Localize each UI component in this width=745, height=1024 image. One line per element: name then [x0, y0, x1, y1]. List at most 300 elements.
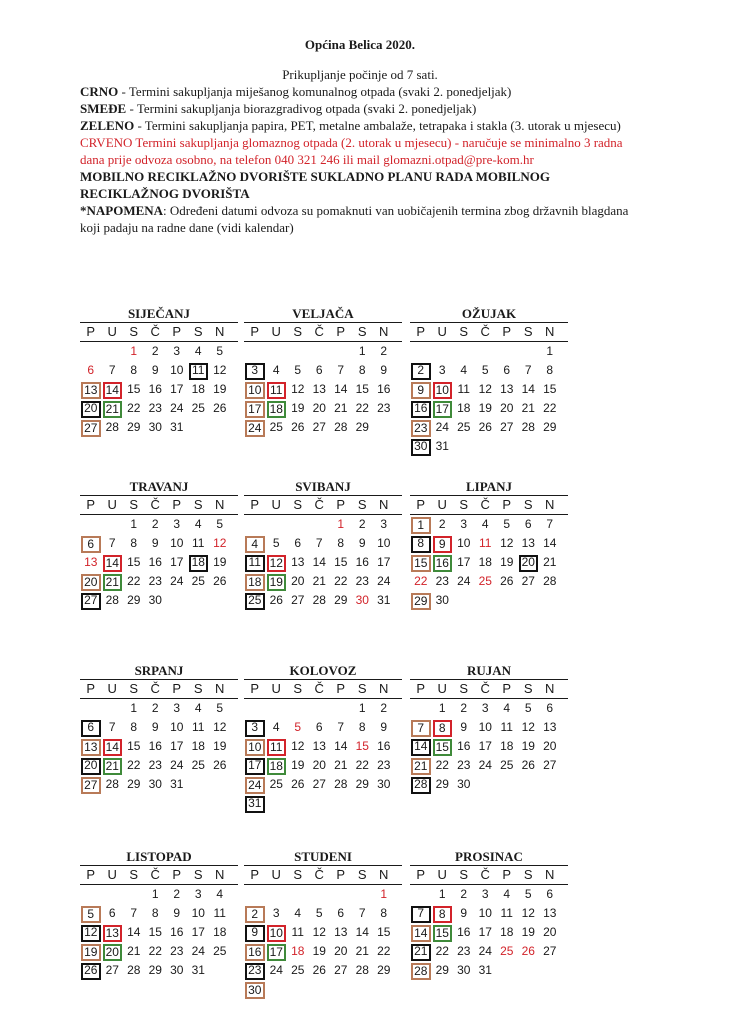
weekday-label: P: [86, 681, 96, 696]
day-cell: 25: [478, 574, 492, 588]
collection-day: 30: [411, 439, 431, 456]
weekday-label: P: [336, 681, 346, 696]
month-prosinac: [410, 848, 568, 981]
day-cell: 17: [191, 925, 205, 939]
day-cell: 22: [127, 574, 141, 588]
collection-day: 28: [411, 963, 431, 980]
day-cell: 24: [377, 574, 391, 588]
collection-day: 9: [411, 382, 431, 399]
day-cell: 7: [108, 536, 116, 550]
day-cell: 21: [355, 944, 369, 958]
weekday-label: S: [459, 681, 469, 696]
day-cell: 30: [355, 593, 369, 607]
weekday-label: Č: [480, 324, 490, 339]
weekday-label: S: [129, 867, 139, 882]
weekday-label: P: [86, 867, 96, 882]
month-name: LISTOPAD: [80, 848, 238, 866]
day-cell: 10: [170, 720, 184, 734]
weekday-label: Č: [480, 681, 490, 696]
day-cell: 6: [503, 363, 511, 377]
day-cell: 8: [337, 536, 345, 550]
legend-red-text: Termini sakupljanja glomaznog otpada (2. utorak u mjesecu) - naručuje se minimalno 3 radna dana prije odvoza osobno, na telefon 040 321 246 ili mail glomazni.otpad@pre-kom.hr: [80, 135, 623, 167]
day-cell: 19: [312, 944, 326, 958]
day-cell: 25: [500, 944, 514, 958]
day-cell: 7: [108, 720, 116, 734]
weekday-label: Č: [150, 324, 160, 339]
day-cell: 4: [503, 887, 511, 901]
day-cell: 13: [334, 925, 348, 939]
month-name: LIPANJ: [410, 478, 568, 496]
day-cell: 29: [435, 777, 449, 791]
collection-day: 17: [245, 758, 265, 775]
day-cell: 7: [130, 906, 138, 920]
day-cell: 26: [213, 574, 227, 588]
weekday-label: P: [416, 681, 426, 696]
weekday-label: N: [379, 867, 389, 882]
day-cell: 19: [213, 382, 227, 396]
month-name: SRPANJ: [80, 662, 238, 680]
day-cell: 5: [216, 701, 224, 715]
collection-day: 14: [103, 382, 123, 399]
weekday-label: P: [336, 867, 346, 882]
day-cell: 12: [291, 382, 305, 396]
collection-day: 18: [245, 574, 265, 591]
day-cell: 28: [105, 777, 119, 791]
day-cell: 30: [170, 963, 184, 977]
month-name: SVIBANJ: [244, 478, 402, 496]
day-cell: 24: [191, 944, 205, 958]
weekday-label: N: [545, 681, 555, 696]
collection-day: 12: [267, 555, 287, 572]
collection-day: 26: [81, 963, 101, 980]
day-cell: 12: [500, 536, 514, 550]
day-cell: 12: [312, 925, 326, 939]
day-cell: 1: [546, 344, 554, 358]
weekday-label: S: [459, 324, 469, 339]
collection-day: 7: [411, 720, 431, 737]
weekday-label: U: [107, 681, 117, 696]
day-grid: [410, 343, 568, 457]
day-cell: 8: [358, 720, 366, 734]
day-grid: [80, 700, 238, 795]
day-cell: 27: [312, 420, 326, 434]
day-cell: 11: [213, 906, 226, 920]
day-cell: 28: [334, 777, 348, 791]
collection-day: 23: [245, 963, 265, 980]
day-cell: 5: [503, 517, 511, 531]
day-cell: 30: [377, 777, 391, 791]
weekday-label: U: [271, 681, 281, 696]
day-cell: 15: [148, 925, 162, 939]
weekday-label: S: [523, 681, 533, 696]
day-cell: 19: [521, 925, 535, 939]
weekday-header: [80, 323, 238, 342]
day-cell: 8: [130, 363, 138, 377]
weekday-label: S: [357, 681, 367, 696]
day-cell: 2: [380, 344, 388, 358]
collection-day: 10: [245, 739, 265, 756]
day-cell: 11: [500, 720, 513, 734]
collection-day: 24: [245, 420, 265, 437]
day-cell: 24: [170, 574, 184, 588]
day-cell: 25: [291, 963, 305, 977]
day-cell: 2: [380, 701, 388, 715]
day-cell: 25: [191, 401, 205, 415]
mobile-yard-note: MOBILNO RECIKLAŽNO DVORIŠTE SUKLADNO PLANU RADA MOBILNOG RECIKLAŽNOG DVORIŠTA: [80, 169, 550, 201]
weekday-label: P: [416, 324, 426, 339]
weekday-label: P: [86, 497, 96, 512]
collection-day: 27: [81, 593, 101, 610]
weekday-label: S: [523, 867, 533, 882]
day-cell: 19: [213, 739, 227, 753]
collection-day: 19: [81, 944, 101, 961]
weekday-label: S: [357, 324, 367, 339]
collection-day: 20: [519, 555, 539, 572]
collection-day: 5: [81, 906, 101, 923]
weekday-label: U: [271, 867, 281, 882]
day-cell: 21: [334, 401, 348, 415]
day-cell: 2: [358, 517, 366, 531]
day-cell: 10: [170, 536, 184, 550]
weekday-label: P: [250, 681, 260, 696]
day-cell: 1: [358, 701, 366, 715]
day-cell: 22: [148, 944, 162, 958]
day-cell: 23: [457, 944, 471, 958]
day-cell: 4: [216, 887, 224, 901]
weekday-label: P: [416, 497, 426, 512]
day-cell: 22: [355, 758, 369, 772]
day-cell: 6: [546, 701, 554, 715]
day-cell: 23: [148, 574, 162, 588]
day-cell: 19: [291, 401, 305, 415]
collection-day: 28: [411, 777, 431, 794]
collection-day: 11: [189, 363, 209, 380]
weekday-label: N: [215, 681, 225, 696]
collection-day: 15: [411, 555, 431, 572]
day-cell: 20: [312, 758, 326, 772]
legend-green-text: Termini sakupljanja papira, PET, metalne ambalaže, tetrapaka i stakla (3. utorak u mjesecu): [144, 118, 621, 133]
day-cell: 11: [500, 906, 513, 920]
collection-day: 20: [103, 944, 123, 961]
day-cell: 2: [460, 887, 468, 901]
weekday-label: Č: [150, 497, 160, 512]
weekday-label: P: [172, 681, 182, 696]
day-cell: 5: [315, 906, 323, 920]
day-cell: 26: [521, 758, 535, 772]
weekday-label: P: [502, 324, 512, 339]
day-cell: 2: [438, 517, 446, 531]
collection-day: 17: [245, 401, 265, 418]
day-cell: 9: [151, 720, 159, 734]
collection-day: 29: [411, 593, 431, 610]
collection-day: 8: [433, 720, 453, 737]
legend-green-label: ZELENO: [80, 118, 135, 133]
day-cell: 29: [543, 420, 557, 434]
day-cell: 10: [170, 363, 184, 377]
day-cell: 10: [457, 536, 471, 550]
day-cell: 19: [478, 401, 492, 415]
day-grid: [410, 700, 568, 795]
day-cell: 1: [151, 887, 159, 901]
day-cell: 24: [457, 574, 471, 588]
weekday-label: Č: [150, 867, 160, 882]
legend-black: CRNO - Termini sakupljanja miješanog komunalnog otpada (svaki 2. ponedjeljak): [80, 84, 512, 99]
day-cell: 14: [543, 536, 557, 550]
weekday-label: P: [502, 867, 512, 882]
day-cell: 28: [543, 574, 557, 588]
day-cell: 13: [543, 720, 557, 734]
day-cell: 25: [191, 758, 205, 772]
weekday-label: U: [437, 324, 447, 339]
month-listopad: [80, 848, 238, 981]
day-cell: 4: [460, 363, 468, 377]
collection-day: 16: [433, 555, 453, 572]
day-cell: 31: [170, 420, 184, 434]
day-cell: 22: [377, 944, 391, 958]
day-cell: 16: [377, 382, 391, 396]
day-cell: 22: [127, 401, 141, 415]
day-cell: 20: [291, 574, 305, 588]
month-name: RUJAN: [410, 662, 568, 680]
collection-day: 3: [245, 720, 265, 737]
weekday-label: P: [502, 681, 512, 696]
day-cell: 12: [213, 720, 227, 734]
weekday-label: S: [523, 324, 533, 339]
weekday-label: N: [215, 497, 225, 512]
day-cell: 8: [546, 363, 554, 377]
day-cell: 27: [312, 777, 326, 791]
day-cell: 9: [151, 536, 159, 550]
day-cell: 29: [355, 420, 369, 434]
day-cell: 2: [151, 517, 159, 531]
weekday-label: S: [523, 497, 533, 512]
weekday-label: S: [459, 497, 469, 512]
day-cell: 6: [315, 720, 323, 734]
weekday-label: N: [545, 867, 555, 882]
day-cell: 6: [546, 887, 554, 901]
day-cell: 5: [216, 517, 224, 531]
day-cell: 13: [291, 555, 305, 569]
day-cell: 9: [460, 720, 468, 734]
day-cell: 17: [377, 555, 391, 569]
day-cell: 16: [355, 555, 369, 569]
day-cell: 9: [380, 720, 388, 734]
legend-black-label: CRNO: [80, 84, 119, 99]
napomena: [80, 202, 640, 236]
day-cell: 3: [481, 887, 489, 901]
weekday-label: Č: [480, 867, 490, 882]
day-cell: 29: [127, 777, 141, 791]
day-cell: 3: [380, 517, 388, 531]
weekday-label: P: [172, 867, 182, 882]
day-cell: 15: [127, 739, 141, 753]
day-cell: 22: [435, 758, 449, 772]
collection-day: 18: [189, 555, 209, 572]
day-cell: 6: [315, 363, 323, 377]
day-cell: 7: [337, 720, 345, 734]
document-title: Općina Belica 2020.: [304, 37, 416, 52]
collection-day: 16: [245, 944, 265, 961]
day-cell: 12: [521, 906, 535, 920]
collection-day: 18: [267, 758, 287, 775]
day-cell: 21: [334, 758, 348, 772]
day-cell: 13: [500, 382, 514, 396]
day-cell: 28: [105, 593, 119, 607]
day-cell: 22: [414, 574, 428, 588]
day-cell: 25: [457, 420, 471, 434]
day-grid: [410, 886, 568, 981]
day-cell: 3: [194, 887, 202, 901]
day-cell: 19: [213, 555, 227, 569]
weekday-label: U: [437, 681, 447, 696]
day-cell: 2: [151, 344, 159, 358]
day-cell: 25: [191, 574, 205, 588]
weekday-label: S: [129, 497, 139, 512]
day-cell: 30: [435, 593, 449, 607]
collection-day: 11: [245, 555, 265, 572]
day-cell: 9: [358, 536, 366, 550]
collection-day: 13: [81, 739, 101, 756]
collection-day: 27: [81, 777, 101, 794]
day-cell: 1: [130, 701, 138, 715]
day-cell: 16: [377, 739, 391, 753]
day-cell: 26: [291, 777, 305, 791]
day-cell: 2: [460, 701, 468, 715]
day-cell: 18: [478, 555, 492, 569]
collection-day: 15: [433, 739, 453, 756]
day-cell: 1: [130, 344, 138, 358]
weekday-label: N: [379, 497, 389, 512]
day-cell: 7: [524, 363, 532, 377]
day-cell: 27: [105, 963, 119, 977]
legend-brown-text: Termini sakupljanja biorazgradivog otpada (svaki 2. ponedjeljak): [136, 101, 477, 116]
day-cell: 24: [269, 963, 283, 977]
day-cell: 31: [478, 963, 492, 977]
collection-day: 20: [81, 574, 101, 591]
day-cell: 15: [355, 382, 369, 396]
weekday-label: P: [250, 497, 260, 512]
day-cell: 27: [334, 963, 348, 977]
day-cell: 10: [478, 720, 492, 734]
day-grid: [80, 886, 238, 981]
day-cell: 18: [213, 925, 227, 939]
day-cell: 12: [478, 382, 492, 396]
day-cell: 28: [334, 420, 348, 434]
day-cell: 5: [524, 701, 532, 715]
collection-day: 17: [267, 944, 287, 961]
day-cell: 8: [358, 363, 366, 377]
weekday-label: Č: [314, 681, 324, 696]
day-cell: 11: [457, 382, 470, 396]
weekday-label: P: [86, 324, 96, 339]
weekday-label: S: [193, 867, 203, 882]
day-cell: 13: [543, 906, 557, 920]
month-svibanj: [244, 478, 402, 611]
day-cell: 16: [457, 739, 471, 753]
day-cell: 11: [192, 720, 205, 734]
day-cell: 29: [148, 963, 162, 977]
day-cell: 1: [337, 517, 345, 531]
collection-day: 21: [103, 758, 123, 775]
day-cell: 24: [170, 758, 184, 772]
collection-day: 13: [81, 382, 101, 399]
weekday-label: S: [293, 324, 303, 339]
month-rujan: [410, 662, 568, 795]
day-cell: 7: [358, 906, 366, 920]
day-cell: 3: [481, 701, 489, 715]
day-cell: 13: [521, 536, 535, 550]
day-cell: 22: [127, 758, 141, 772]
collection-day: 16: [411, 401, 431, 418]
collection-day: 10: [245, 382, 265, 399]
weekday-label: Č: [314, 867, 324, 882]
collection-day: 14: [103, 555, 123, 572]
day-cell: 11: [192, 536, 205, 550]
day-cell: 6: [108, 906, 116, 920]
weekday-label: U: [437, 497, 447, 512]
day-cell: 12: [213, 536, 227, 550]
weekday-header: [244, 866, 402, 885]
day-cell: 8: [151, 906, 159, 920]
day-cell: 5: [294, 363, 302, 377]
day-cell: 23: [435, 574, 449, 588]
day-cell: 4: [194, 701, 202, 715]
weekday-label: U: [107, 497, 117, 512]
day-cell: 24: [435, 420, 449, 434]
collection-day: 17: [433, 401, 453, 418]
day-cell: 7: [315, 536, 323, 550]
legend-red: [80, 134, 640, 168]
day-cell: 12: [291, 739, 305, 753]
weekday-label: P: [172, 324, 182, 339]
napomena-label: *NAPOMENA: [80, 203, 164, 218]
weekday-label: N: [215, 867, 225, 882]
day-grid: [410, 516, 568, 611]
day-cell: 4: [194, 517, 202, 531]
month-siječanj: [80, 305, 238, 438]
day-cell: 11: [479, 536, 492, 550]
day-cell: 5: [216, 344, 224, 358]
day-cell: 18: [500, 925, 514, 939]
weekday-label: Č: [314, 497, 324, 512]
day-cell: 7: [108, 363, 116, 377]
napomena-text: : Određeni datumi odvoza su pomaknuti van uobičajenih termina zbog državnih blagdana koji padaju na radne dane (vidi kalendar): [80, 203, 629, 235]
day-cell: 17: [478, 739, 492, 753]
weekday-header: [244, 496, 402, 515]
weekday-label: S: [293, 497, 303, 512]
day-cell: 26: [312, 963, 326, 977]
day-cell: 30: [457, 963, 471, 977]
weekday-label: S: [129, 324, 139, 339]
collection-day: 8: [433, 906, 453, 923]
day-cell: 22: [435, 944, 449, 958]
day-cell: 20: [312, 401, 326, 415]
day-cell: 22: [334, 574, 348, 588]
collection-day: 2: [245, 906, 265, 923]
day-cell: 26: [269, 593, 283, 607]
weekday-label: U: [271, 497, 281, 512]
day-cell: 15: [127, 555, 141, 569]
day-cell: 17: [170, 739, 184, 753]
collection-day: 13: [103, 925, 123, 942]
weekday-label: P: [250, 867, 260, 882]
day-cell: 4: [194, 344, 202, 358]
day-cell: 18: [191, 382, 205, 396]
day-cell: 4: [272, 720, 280, 734]
collection-day: 23: [411, 420, 431, 437]
day-cell: 19: [500, 555, 514, 569]
day-cell: 8: [380, 906, 388, 920]
